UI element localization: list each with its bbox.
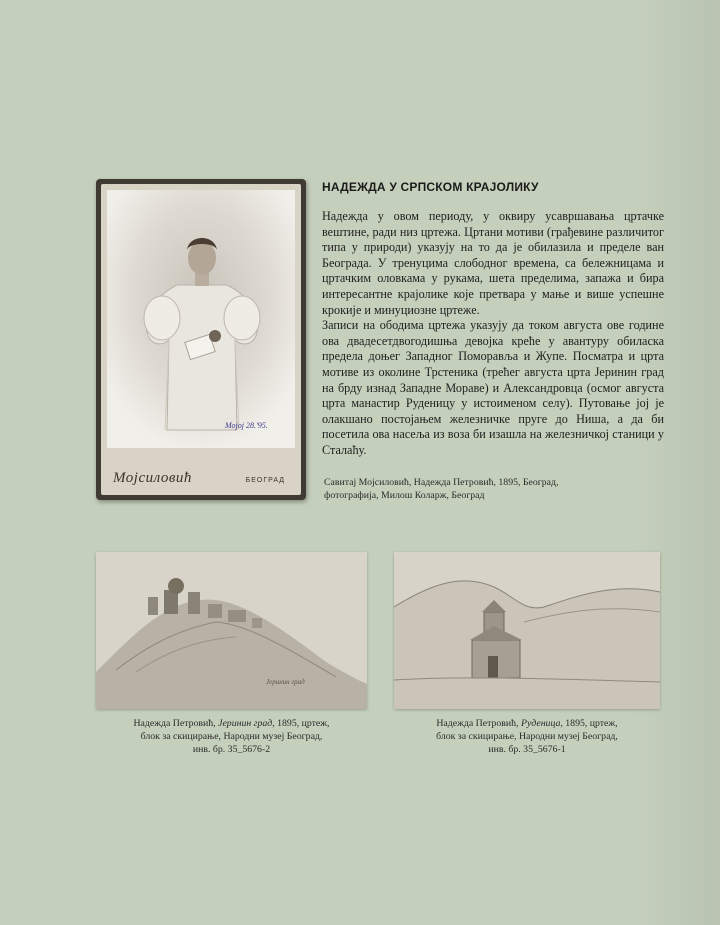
sketch2-caption-date: , 1895, цртеж, <box>560 718 618 729</box>
paragraph-2: Записи на ободима цртежа указују да током августа ове године ова двадесетдвогодишња девојка креће у авантуру обиласка предела доњег Западног Поморавља и Жупе. Посматра и црта мотиве из околине Трстеника (трећег августа црта Јеринин град на брду изнад Западне Мораве) и Александровца (осмог августа црта манастир Руденицу у истоименом селу). Путовање јој је олакшано постојањем железничке пруге до Ниша, а да би посетила ова насеља из воза би изашла на железничкој станици у Сталаћу. <box>322 318 664 457</box>
photo-caption-line1: Савитај Мојсиловић, Надежда Петровић, 1895, Београд, <box>324 477 559 488</box>
studio-city: БЕОГРАД <box>245 477 285 484</box>
sketch1-caption-author: Надежда Петровић, <box>133 718 219 729</box>
sketch2-caption-author: Надежда Петровић, <box>436 718 521 729</box>
sketch1-caption-line1 <box>96 717 367 730</box>
sketch1-caption-line3: инв. бр. 35_5676-2 <box>192 744 271 755</box>
handwritten-note: Мојој 28.'95. <box>225 421 268 430</box>
photo-caption <box>324 476 604 502</box>
sketch-jerinin-grad <box>96 552 367 709</box>
photo-caption-line2: фотографија, Милош Коларж, Београд <box>324 490 485 501</box>
portrait-photo <box>107 190 295 448</box>
article-body <box>322 209 664 459</box>
section-heading: НАДЕЖДА У СРПСКОМ КРАЈОЛИКУ <box>322 180 539 194</box>
paragraph-1: Надежда у овом периоду, у оквиру усавршавања цртачке вештине, ради низ цртежа. Цртани мотиви (грађевине различитог типа у природи) указују на то да је обилазила и пределе ван Београда. У тренуцима слободног времена, са бележницама и цртачким оловкама у рукама, шета пределима, запажа и бира интересантне крајолике које претвара у мање и више успешне крокије и минуциозне цртеже. <box>322 209 664 317</box>
sketch1-caption <box>96 717 367 756</box>
portrait-photo-frame <box>96 179 306 500</box>
sketch2-caption <box>394 717 660 756</box>
sketch1-caption-line2: блок за скицирање, Народни музеј Београд, <box>140 731 323 742</box>
sketch2-caption-title: Руденица <box>520 718 561 729</box>
sketch2-caption-line1 <box>394 717 660 730</box>
sketch1-inscription: Јеринин град <box>266 678 305 686</box>
sketch-rudenica <box>394 552 660 709</box>
sketch1-caption-title: Јеринин град <box>218 718 273 729</box>
cabinet-card <box>101 184 301 495</box>
sketch1-caption-date: , 1895, цртеж, <box>272 718 330 729</box>
sketch2-caption-line2: блок за скицирање, Народни музеј Београд, <box>436 731 618 742</box>
studio-signature: Мојсиловић <box>113 470 192 486</box>
sketch2-caption-line3: инв. бр. 35_5676-1 <box>488 744 566 755</box>
